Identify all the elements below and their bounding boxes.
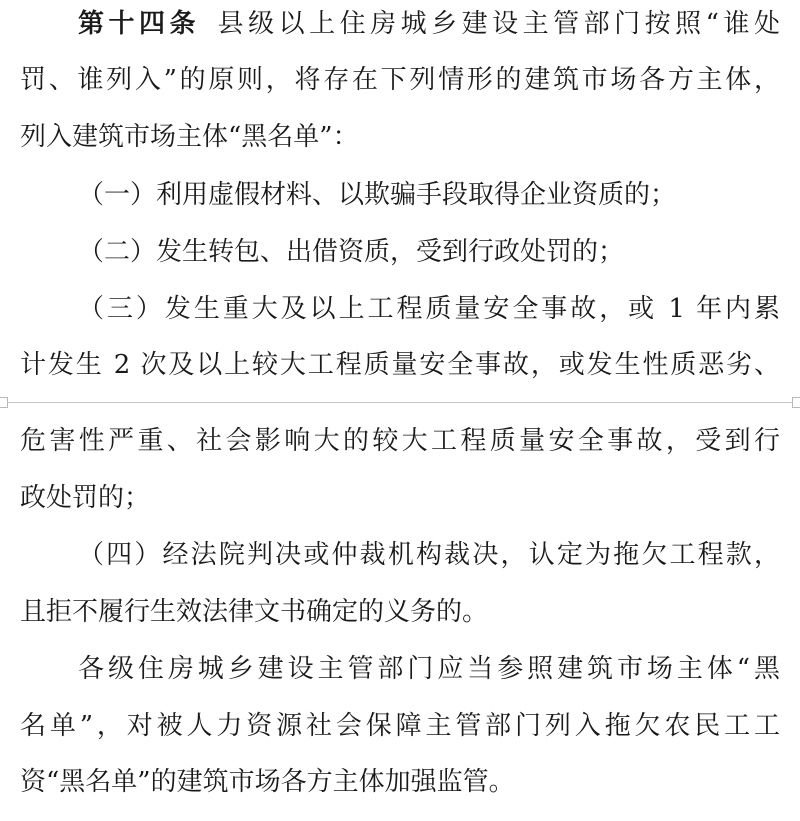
closing-line-1: 各级住房城乡建设主管部门应当参照建筑市场主体“黑 (78, 654, 780, 684)
article-line-2: 罚、谁列入”的原则，将存在下列情形的建筑市场各方主体， (20, 65, 780, 95)
list-item-2: （二）发生转包、出借资质，受到行政处罚的； (78, 237, 625, 267)
article-heading: 第十四条 (78, 9, 201, 39)
list-item-3-line-1: （三）发生重大及以上工程质量安全事故，或 1 年内累 (78, 294, 780, 324)
list-item-3-line-2: 计发生 2 次及以上较大工程质量安全事故，或发生性质恶劣、 (20, 350, 780, 380)
article-line-1 (78, 4, 780, 44)
list-item-4-line-1: （四）经法院判决或仲裁机构裁决，认定为拖欠工程款， (78, 540, 780, 570)
page-break-rule (8, 402, 792, 403)
list-item-3-line-3: 危害性严重、社会影响大的较大工程质量安全事故，受到行 (20, 426, 780, 456)
list-item-3-line-4: 政处罚的； (20, 483, 151, 513)
article-line-3: 列入建筑市场主体“黑名单”： (20, 122, 359, 152)
page-corner-left-icon (0, 397, 8, 408)
article-intro-text: 县级以上住房城乡建设主管部门按照“谁处 (213, 9, 780, 39)
page-break-divider (0, 397, 800, 409)
page-corner-right-icon (792, 397, 800, 408)
list-item-1: （一）利用虚假材料、以欺骗手段取得企业资质的； (78, 180, 677, 210)
list-item-4-line-2: 且拒不履行生效法律文书确定的义务的。 (20, 597, 489, 627)
closing-line-3: 资“黑名单”的建筑市场各方主体加强监管。 (20, 767, 515, 797)
closing-line-2: 名单”，对被人力资源社会保障主管部门列入拖欠农民工工 (20, 711, 780, 741)
